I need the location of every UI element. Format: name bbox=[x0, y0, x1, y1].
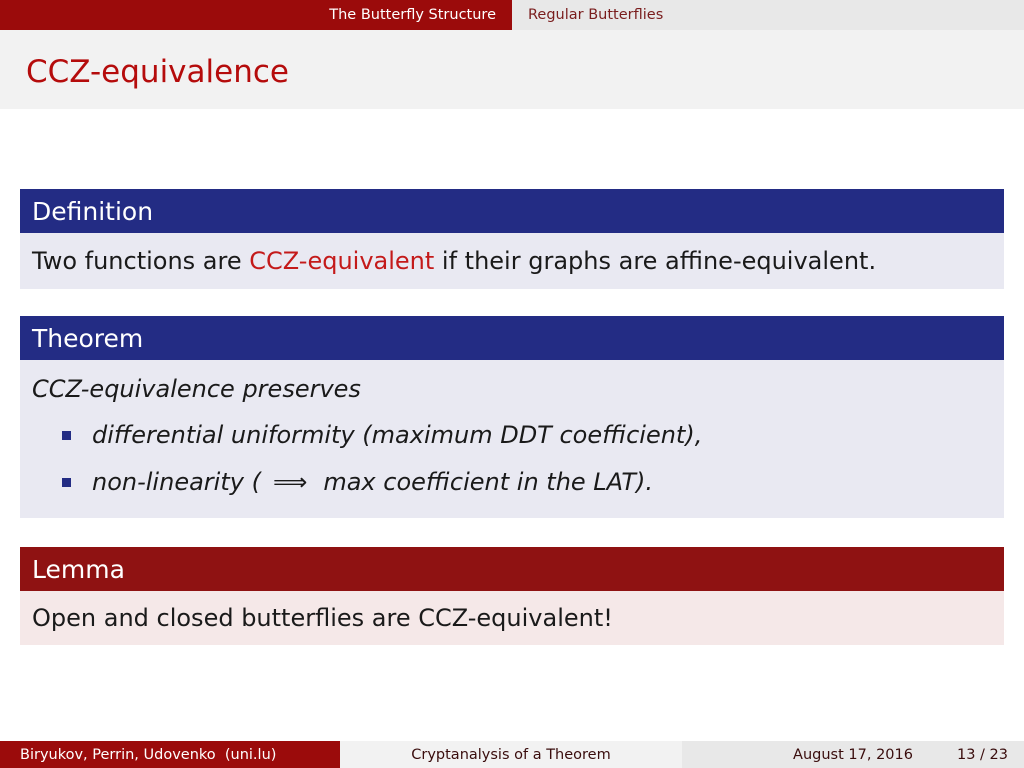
definition-term: CCZ-equivalent bbox=[249, 247, 435, 275]
implies-symbol: ⟹ bbox=[272, 468, 308, 496]
theorem-list bbox=[32, 418, 1004, 499]
footer bbox=[0, 741, 1024, 768]
square-bullet-icon bbox=[62, 478, 71, 487]
frame-title-bar bbox=[0, 30, 1024, 109]
lemma-heading: Lemma bbox=[20, 547, 1004, 591]
theorem-heading: Theorem bbox=[20, 316, 1004, 360]
definition-block bbox=[20, 189, 1004, 289]
page-number: 13 / 23 bbox=[956, 746, 1008, 763]
theorem-item-text-before: non-linearity ( bbox=[92, 468, 261, 496]
section-navigation bbox=[0, 0, 1024, 30]
theorem-intro: CCZ-equivalence preserves bbox=[32, 375, 361, 403]
footer-date: August 17, 2016 bbox=[793, 746, 913, 763]
nav-section-butterfly-structure[interactable]: The Butterfly Structure bbox=[329, 7, 496, 23]
lemma-body bbox=[20, 591, 1004, 645]
nav-left-panel bbox=[0, 0, 512, 30]
footer-author-text: Biryukov, Perrin, Udovenko (uni.lu) bbox=[20, 746, 277, 763]
definition-text-before: Two functions are bbox=[32, 247, 250, 275]
theorem-block bbox=[20, 316, 1004, 518]
definition-heading: Definition bbox=[20, 189, 1004, 233]
lemma-text: Open and closed butterflies are CCZ-equivalent! bbox=[32, 604, 613, 632]
frame-title: CCZ-equivalence bbox=[26, 54, 289, 90]
nav-right-panel bbox=[512, 0, 1024, 30]
theorem-item-text: differential uniformity (maximum DDT coefficient), bbox=[92, 421, 703, 449]
list-item bbox=[32, 465, 1004, 499]
definition-text-after: if their graphs are affine-equivalent. bbox=[434, 247, 877, 275]
footer-right bbox=[682, 741, 1024, 768]
definition-body bbox=[20, 233, 1004, 289]
nav-section-regular-butterflies[interactable]: Regular Butterflies bbox=[528, 7, 664, 23]
footer-title bbox=[340, 741, 682, 768]
lemma-block bbox=[20, 547, 1004, 645]
footer-author bbox=[0, 741, 340, 768]
list-item bbox=[32, 418, 1004, 452]
square-bullet-icon bbox=[62, 431, 71, 440]
theorem-body bbox=[20, 360, 1004, 518]
theorem-item-text-after: max coefficient in the LAT). bbox=[323, 468, 653, 496]
footer-title-text: Cryptanalysis of a Theorem bbox=[411, 746, 611, 763]
